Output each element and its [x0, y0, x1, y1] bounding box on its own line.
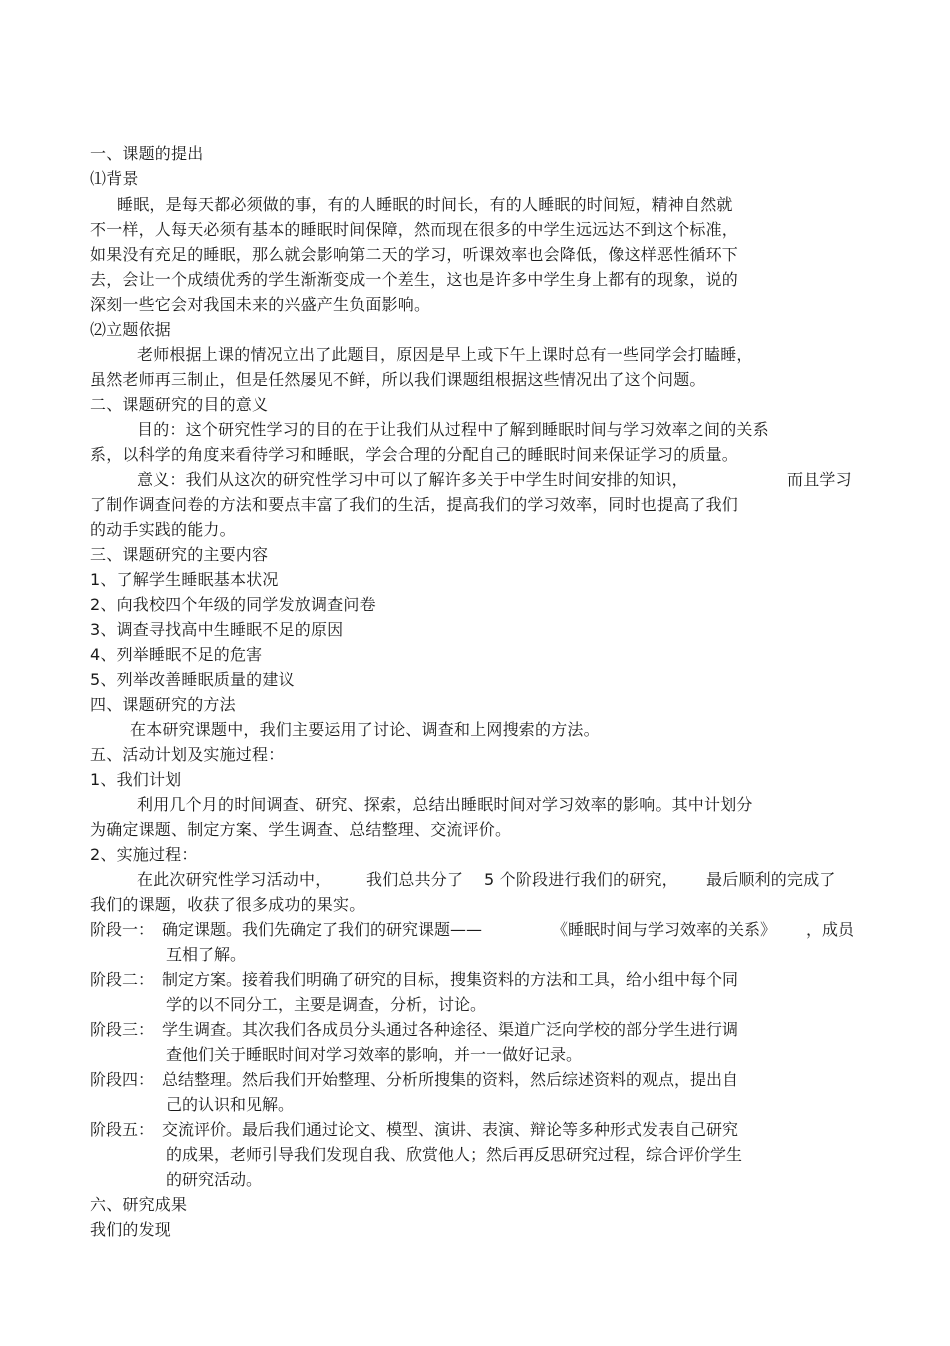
section-4-heading: 四、课题研究的方法 — [90, 695, 236, 714]
stage-text-cont: 查他们关于睡眠时间对学习效率的影响，并一一做好记录。 — [166, 1045, 583, 1064]
purpose-paragraph-line: 系，以科学的角度来看待学习和睡眠，学会合理的分配自己的睡眠时间来保证学习的质量。 — [90, 445, 739, 464]
stage-text-cont: 己的认识和见解。 — [166, 1095, 295, 1114]
stage-text-cont: 的研究活动。 — [166, 1170, 263, 1189]
plan-paragraph-line: 为确定课题、制定方案、学生调查、总结整理、交流评价。 — [90, 820, 512, 839]
meaning-paragraph-line: 的动手实践的能力。 — [90, 520, 236, 539]
meaning-paragraph-line: 了制作调查问卷的方法和要点丰富了我们的生活，提高我们的学习效率，同时也提高了我们 — [90, 495, 739, 514]
stage-title-quote: 《睡眠时间与学习效率的关系》 — [552, 920, 777, 939]
background-paragraph-line: 睡眠，是每天都必须做的事，有的人睡眠的时间长，有的人睡眠的时间短，精神自然就 — [117, 195, 733, 214]
stage-text: 交流评价。最后我们通过论文、模型、演讲、表演、辩论等多种形式发表自己研究 — [162, 1120, 739, 1139]
meaning-paragraph-fragment: 而且学习 — [787, 470, 852, 489]
process-paragraph-part: 我们总共分了 — [366, 870, 464, 889]
stage-text: 学生调查。其次我们各成员分头通过各种途径、渠道广泛向学校的部分学生进行调 — [162, 1020, 739, 1039]
process-paragraph-part: 最后顺利的完成了 — [706, 870, 836, 889]
stage-label: 阶段四： — [90, 1070, 155, 1089]
section-2-heading: 二、课题研究的目的意义 — [90, 395, 269, 414]
section-6-heading: 六、研究成果 — [90, 1195, 188, 1214]
method-paragraph: 在本研究课题中，我们主要运用了讨论、调查和上网搜索的方法。 — [130, 720, 600, 739]
section-3-heading: 三、课题研究的主要内容 — [90, 545, 269, 564]
process-paragraph-part: 5 个阶段进行我们的研究， — [484, 870, 678, 889]
stage-text: 总结整理。然后我们开始整理、分析所搜集的资料，然后综述资料的观点，提出自 — [162, 1070, 739, 1089]
content-list-item: 1、了解学生睡眠基本状况 — [90, 570, 279, 589]
basis-label: ⑵立题依据 — [90, 320, 172, 339]
content-list-item: 4、列举睡眠不足的危害 — [90, 645, 263, 664]
process-label: 2、实施过程： — [90, 845, 198, 864]
purpose-paragraph-line: 目的：这个研究性学习的目的在于让我们从过程中了解到睡眠时间与学习效率之间的关系 — [137, 420, 769, 439]
findings-subheading: 我们的发现 — [90, 1220, 172, 1239]
stage-text: 制定方案。接着我们明确了研究的目标，搜集资料的方法和工具，给小组中每个同 — [162, 970, 739, 989]
stage-label: 阶段一： — [90, 920, 155, 939]
plan-paragraph-line: 利用几个月的时间调查、研究、探索，总结出睡眠时间对学习效率的影响。其中计划分 — [137, 795, 753, 814]
stage-text-cont: 的成果，老师引导我们发现自我、欣赏他人；然后再反思研究过程，综合评价学生 — [166, 1145, 743, 1164]
background-paragraph-line: 深刻一些它会对我国未来的兴盛产生负面影响。 — [90, 295, 431, 314]
stage-text: 确定课题。我们先确定了我们的研究课题—— — [162, 920, 483, 939]
stage-text-cont: 互相了解。 — [166, 945, 247, 964]
stage-label: 阶段二： — [90, 970, 155, 989]
content-list-item: 5、列举改善睡眠质量的建议 — [90, 670, 295, 689]
stage-label: 阶段五： — [90, 1120, 155, 1139]
plan-label: 1、我们计划 — [90, 770, 182, 789]
basis-paragraph-line: 虽然老师再三制止，但是任然屡见不鲜，所以我们课题组根据这些情况出了这个问题。 — [90, 370, 706, 389]
content-list-item: 3、调查寻找高中生睡眠不足的原因 — [90, 620, 344, 639]
process-paragraph-part: 在此次研究性学习活动中， — [137, 870, 332, 889]
basis-paragraph-line: 老师根据上课的情况立出了此题目，原因是早上或下午上课时总有一些同学会打瞌睡， — [137, 345, 753, 364]
background-paragraph-line: 如果没有充足的睡眠，那么就会影响第二天的学习，听课效率也会降低，像这样恶性循环下 — [90, 245, 739, 264]
background-label: ⑴背景 — [90, 169, 139, 188]
content-list-item: 2、向我校四个年级的同学发放调查问卷 — [90, 595, 376, 614]
process-paragraph-line: 我们的课题，收获了很多成功的果实。 — [90, 895, 366, 914]
stage-label: 阶段三： — [90, 1020, 155, 1039]
meaning-paragraph-line: 意义：我们从这次的研究性学习中可以了解许多关于中学生时间安排的知识， — [137, 470, 688, 489]
stage-text: ，成员 — [806, 920, 855, 939]
section-1-heading: 一、课题的提出 — [90, 144, 204, 163]
section-5-heading: 五、活动计划及实施过程： — [90, 745, 285, 764]
background-paragraph-line: 去，会让一个成绩优秀的学生渐渐变成一个差生，这也是许多中学生身上都有的现象，说的 — [90, 270, 739, 289]
background-paragraph-line: 不一样，人每天必须有基本的睡眠时间保障，然而现在很多的中学生远远达不到这个标准， — [90, 220, 739, 239]
stage-text-cont: 学的以不同分工，主要是调查，分析，讨论。 — [166, 995, 487, 1014]
